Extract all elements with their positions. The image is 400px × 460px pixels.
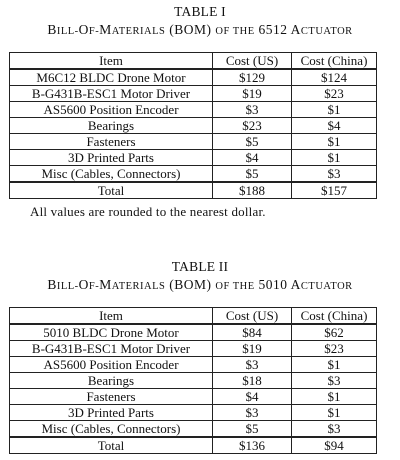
- table-cell: 3D Printed Parts: [10, 150, 213, 166]
- table-cell: M6C12 BLDC Drone Motor: [10, 69, 213, 86]
- table-cell: $23: [292, 341, 377, 357]
- table-row: [10, 341, 377, 357]
- title-part: (BOM): [165, 277, 216, 292]
- table-row: [10, 69, 377, 86]
- table-cell: Total: [10, 182, 213, 199]
- table-cell: $19: [213, 86, 292, 102]
- title-part: O: [78, 22, 89, 37]
- table-cell: B-G431B-ESC1 Motor Driver: [10, 341, 213, 357]
- table-block-1: [0, 4, 400, 220]
- title-part: OF THE: [215, 26, 255, 37]
- table-cell: $62: [292, 324, 377, 341]
- table-cell: $129: [213, 69, 292, 86]
- table-cell: $1: [292, 405, 377, 421]
- table-footnote: All values are rounded to the nearest dollar.: [30, 204, 266, 219]
- table-cell: Fasteners: [10, 389, 213, 405]
- table-cell: 5010 BLDC Drone Motor: [10, 324, 213, 341]
- table-row: [10, 357, 377, 373]
- title-part: F-: [88, 281, 100, 292]
- title-part: CTUATOR: [300, 26, 353, 37]
- table-cell: $1: [292, 134, 377, 150]
- table-cell: $3: [213, 102, 292, 118]
- table-cell: $157: [292, 182, 377, 199]
- title-part: B: [47, 277, 57, 292]
- table-cell: AS5600 Position Encoder: [10, 357, 213, 373]
- table-label: TABLE II: [171, 259, 229, 274]
- table-row: [10, 86, 377, 102]
- column-header: Item: [10, 53, 213, 70]
- column-header: Cost (US): [213, 308, 292, 325]
- title-part: ATERIALS: [111, 26, 166, 37]
- title-part: F-: [88, 26, 100, 37]
- table-row: [10, 405, 377, 421]
- table-title: [0, 21, 400, 41]
- table-cell: $23: [292, 86, 377, 102]
- table-cell: Misc (Cables, Connectors): [10, 166, 213, 183]
- table-cell: $3: [213, 357, 292, 373]
- table-cell: $4: [292, 118, 377, 134]
- table-cell: $188: [213, 182, 292, 199]
- table-cell: $3: [292, 166, 377, 183]
- table-row: [10, 118, 377, 134]
- table-cell: $3: [292, 421, 377, 438]
- table-row: [10, 421, 377, 438]
- column-header: Item: [10, 308, 213, 325]
- table-label: TABLE I: [174, 4, 226, 19]
- title-part: (BOM): [165, 22, 216, 37]
- table-cell: $136: [213, 437, 292, 454]
- table-cell: $4: [213, 150, 292, 166]
- title-part: CTUATOR: [300, 281, 353, 292]
- title-part: ATERIALS: [111, 281, 166, 292]
- table-cell: Total: [10, 437, 213, 454]
- table-cell: $1: [292, 389, 377, 405]
- title-part: ILL-: [56, 281, 79, 292]
- table-row: [10, 324, 377, 341]
- title-part: A: [290, 277, 301, 292]
- table-row: [10, 150, 377, 166]
- table-cell: $124: [292, 69, 377, 86]
- table-cell: B-G431B-ESC1 Motor Driver: [10, 86, 213, 102]
- table-row: [10, 389, 377, 405]
- table-header-row: [10, 308, 377, 325]
- column-header: Cost (China): [292, 308, 377, 325]
- table-cell: $3: [292, 373, 377, 389]
- bom-table: [9, 52, 377, 199]
- title-part: M: [99, 277, 112, 292]
- title-part: OF THE: [215, 281, 255, 292]
- table-cell: $5: [213, 166, 292, 183]
- title-part: 5010: [254, 277, 291, 292]
- table-cell: $94: [292, 437, 377, 454]
- table-cell: Bearings: [10, 373, 213, 389]
- table-cell: $1: [292, 102, 377, 118]
- column-header: Cost (China): [292, 53, 377, 70]
- table-cell: $5: [213, 421, 292, 438]
- column-header: Cost (US): [213, 53, 292, 70]
- table-cell: $1: [292, 150, 377, 166]
- table-row: [10, 166, 377, 183]
- table-cell: Fasteners: [10, 134, 213, 150]
- title-part: ILL-: [56, 26, 79, 37]
- table-cell: $19: [213, 341, 292, 357]
- title-part: 6512: [254, 22, 291, 37]
- table-cell: $3: [213, 405, 292, 421]
- table-total-row: [10, 182, 377, 199]
- title-part: A: [290, 22, 301, 37]
- table-title: [0, 276, 400, 296]
- table-cell: $1: [292, 357, 377, 373]
- title-part: M: [99, 22, 112, 37]
- table-block-2: [0, 259, 400, 454]
- table-cell: Misc (Cables, Connectors): [10, 421, 213, 438]
- title-part: B: [47, 22, 57, 37]
- table-cell: $23: [213, 118, 292, 134]
- table-row: [10, 134, 377, 150]
- table-cell: $4: [213, 389, 292, 405]
- table-cell: $84: [213, 324, 292, 341]
- table-cell: Bearings: [10, 118, 213, 134]
- table-cell: 3D Printed Parts: [10, 405, 213, 421]
- table-row: [10, 373, 377, 389]
- table-row: [10, 102, 377, 118]
- title-part: O: [78, 277, 89, 292]
- table-cell: $5: [213, 134, 292, 150]
- table-cell: AS5600 Position Encoder: [10, 102, 213, 118]
- table-total-row: [10, 437, 377, 454]
- bom-table: [9, 307, 377, 454]
- table-cell: $18: [213, 373, 292, 389]
- table-header-row: [10, 53, 377, 70]
